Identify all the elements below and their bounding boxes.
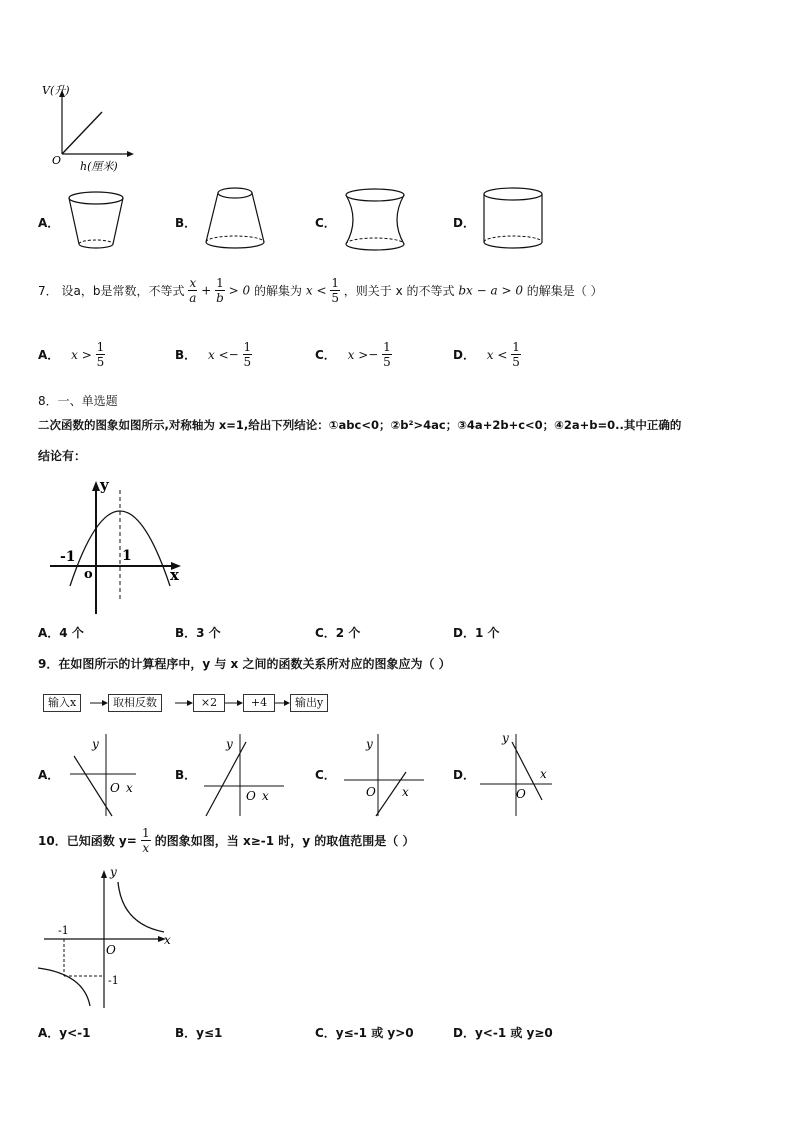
svg-text:y: y — [92, 737, 99, 751]
frac-1-over-b: $\frac{1}{b}$ — [216, 276, 224, 305]
y-axis-label: y — [100, 476, 109, 494]
h-axis-label: h(厘米) — [80, 160, 118, 173]
svg-text:x: x — [540, 767, 547, 781]
flow-step-plus4: +4 — [243, 694, 275, 712]
tick-minus-one: -1 — [60, 549, 76, 565]
v-axis-label: V(升) — [42, 84, 70, 97]
q9-graph-d — [476, 730, 566, 820]
q7-options — [38, 340, 758, 378]
q8-option-c[interactable]: C．2 个 — [315, 626, 361, 640]
svg-text:O: O — [106, 943, 116, 957]
cup-wide-bottom-icon — [200, 184, 270, 254]
flow-arrows — [38, 692, 338, 716]
q10-option-c[interactable]: C．y≤-1 或 y>0 — [315, 1026, 414, 1040]
svg-text:O: O — [246, 789, 256, 803]
q7-option-a[interactable]: A． x > $\frac{1}{5}$ — [38, 340, 105, 369]
q7-option-d[interactable]: D． x < $\frac{1}{5}$ — [453, 340, 520, 369]
q9-flowchart — [38, 692, 338, 716]
q6-option-a-label[interactable]: A． — [38, 216, 60, 230]
q8-option-d[interactable]: D．1 个 — [453, 626, 500, 640]
q9-option-b-label[interactable]: B． — [175, 768, 197, 782]
hourglass-icon — [340, 186, 410, 254]
q9-option-c-label[interactable]: C． — [315, 768, 336, 782]
svg-text:x: x — [262, 789, 269, 803]
svg-text:O: O — [516, 787, 526, 801]
q10-text-a: 10．已知函数 y= — [38, 834, 137, 848]
svg-text:y: y — [110, 865, 117, 879]
svg-text:y: y — [502, 731, 509, 745]
q7-text1: 设a，b是常数，不等式 — [61, 284, 185, 298]
q10-option-a[interactable]: A．y<-1 — [38, 1026, 91, 1040]
svg-text:y: y — [366, 737, 373, 751]
q6-option-c-label[interactable]: C． — [315, 216, 336, 230]
origin-label: o — [84, 567, 93, 582]
q6-option-b-label[interactable]: B． — [175, 216, 197, 230]
q9-graph-b — [200, 730, 290, 820]
svg-text:x: x — [126, 781, 133, 795]
svg-text:y: y — [226, 737, 233, 751]
q10-option-d[interactable]: D．y<-1 或 y≥0 — [453, 1026, 553, 1040]
q9-option-a-label[interactable]: A． — [38, 768, 60, 782]
q7-option-c[interactable]: C． x >− $\frac{1}{5}$ — [315, 340, 391, 369]
frac-1-over-x: $\frac{1}{x}$ — [141, 826, 150, 855]
q8-stem-2: 结论有： — [38, 449, 87, 463]
q7-text4: 的解集是（ ） — [526, 284, 603, 298]
q10-stem — [38, 826, 414, 868]
q9-option-d-label[interactable]: D． — [453, 768, 475, 782]
q10-option-b[interactable]: B．y≤1 — [175, 1026, 223, 1040]
svg-text:O: O — [366, 785, 376, 799]
q7-stem: 7． 设a，b是常数，不等式 $\frac{x}{a}$ + $\frac{1}{b}$ > 0 的解集为 x < $\frac{1}{5}$ ，则关于 x 的不等式 bx − a > 0 的解集是（ ） — [38, 276, 603, 305]
q9-graph-a — [64, 730, 144, 820]
origin-label: O — [52, 154, 62, 167]
q10-text-b: 的图象如图，当 x≥-1 时，y 的取值范围是（ ） — [154, 834, 415, 848]
q9-stem: 9．在如图所示的计算程序中，y 与 x 之间的函数关系所对应的图象应为（ ） — [38, 657, 451, 671]
cup-narrow-bottom-icon — [64, 190, 128, 252]
q7-text2: 的解集为 — [254, 284, 303, 298]
q8-stem: 二次函数的图象如图所示,对称轴为 x=1,给出下列结论：①abc<0；②b²>4ac；③4a+2b+c<0；④2a+b=0..其中正确的 — [38, 418, 682, 432]
q7-text3: ，则关于 x 的不等式 — [343, 284, 455, 298]
tick-one: 1 — [122, 548, 132, 564]
q8-heading: 8．一、单选题 — [38, 394, 118, 408]
reciprocal-function-graph — [34, 864, 179, 1012]
q7-number: 7． — [38, 284, 58, 298]
frac-1-over-5: $\frac{1}{5}$ — [331, 276, 339, 305]
flow-step-times2: ×2 — [193, 694, 225, 712]
svg-text:O: O — [110, 781, 120, 795]
q6-option-d-label[interactable]: D． — [453, 216, 475, 230]
cylinder-icon — [478, 184, 548, 254]
svg-text:-1: -1 — [108, 974, 119, 987]
q8-option-b[interactable]: B．3 个 — [175, 626, 221, 640]
svg-text:x: x — [164, 933, 171, 947]
svg-text:-1: -1 — [58, 924, 69, 937]
q8-option-a[interactable]: A．4 个 — [38, 626, 84, 640]
svg-text:x: x — [402, 785, 409, 799]
flow-step-output: 输出y — [290, 694, 328, 712]
frac-x-over-a: $\frac{x}{a}$ — [189, 276, 197, 305]
parabola-graph — [48, 474, 188, 619]
q7-expr: bx − a > 0 — [458, 283, 523, 298]
x-axis-label: x — [170, 566, 179, 584]
volume-height-graph — [38, 82, 148, 174]
flow-step-input: 输入x — [43, 694, 81, 712]
q7-option-b[interactable]: B． x <− $\frac{1}{5}$ — [175, 340, 252, 369]
q9-graph-c — [340, 730, 430, 820]
flow-step-negate: 取相反数 — [108, 694, 162, 712]
